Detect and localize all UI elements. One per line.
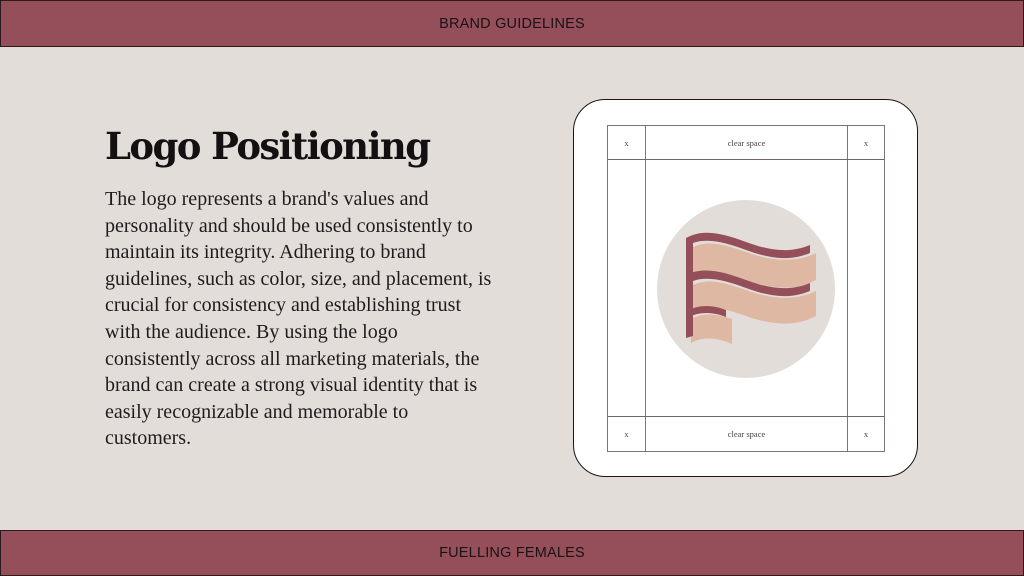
clear-space-label: clear space — [727, 429, 766, 439]
clear-space-label: clear space — [727, 137, 766, 148]
clear-space-marker: x — [624, 137, 629, 148]
clear-space-marker: x — [863, 429, 869, 439]
body-paragraph: The logo represents a brand's values and personality and should be used consistently to maintain its integrity. Adhering to brand guidelines, such as color, size, and placement, is crucial for consistency and establishing trust with the audience. By using the logo consistently across all marketing materials, the brand can create a strong visual identity that is easily recognizable and memorable to customers. — [105, 188, 492, 450]
footer-title: FUELLING FEMALES — [439, 545, 585, 561]
logo-clear-space-diagram — [573, 99, 918, 477]
wavy-flag-logo-icon — [657, 200, 835, 378]
header-bar — [0, 0, 1024, 47]
clear-space-marker: x — [863, 137, 869, 148]
page-title: Logo Positioning — [105, 124, 430, 168]
footer-bar — [0, 530, 1024, 576]
clear-space-marker: x — [624, 429, 629, 439]
header-title: BRAND GUIDELINES — [439, 15, 585, 32]
